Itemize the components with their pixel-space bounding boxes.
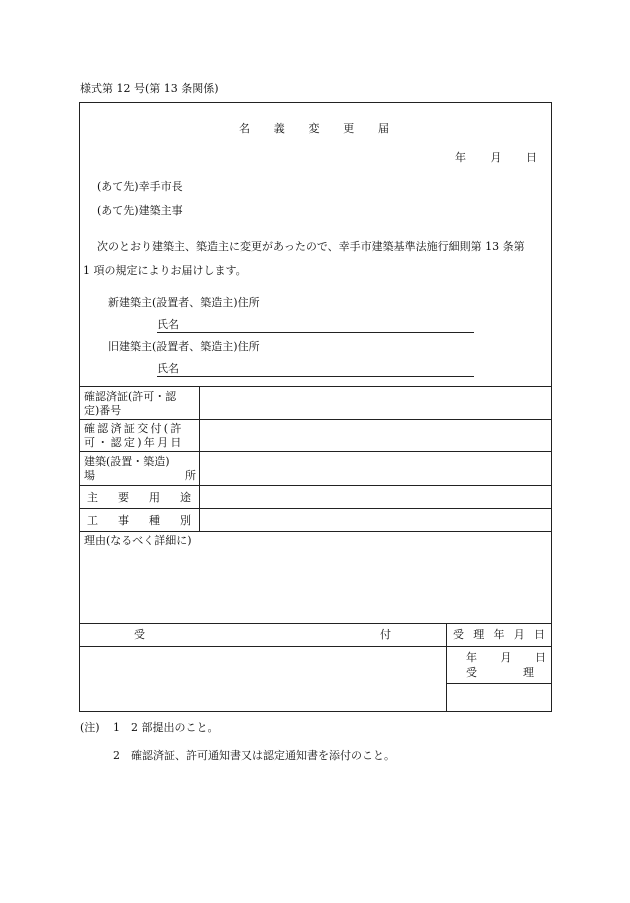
old-owner-name-label: 氏名: [157, 362, 179, 375]
body-line-1: 次のとおり建築主、築造主に変更があったので、幸手市建築基準法施行細則第 13 条第: [97, 240, 525, 253]
row-divider: [80, 419, 551, 420]
site-label-2: [84, 470, 196, 481]
form-number: 様式第 12 号(第 13 条関係): [80, 82, 219, 95]
attach-label: 付: [380, 628, 391, 641]
main-use-char: 用: [149, 491, 160, 504]
row-divider: [80, 485, 551, 486]
note-2: 2 確認済証、許可通知書又は認定通知書を添付のこと。: [113, 749, 395, 762]
row-divider: [80, 623, 551, 624]
new-owner-name-label: 氏名: [157, 318, 179, 331]
old-owner-address-label: 旧建築主(設置者、築造主)住所: [108, 340, 260, 353]
receipt-char: 理: [473, 628, 485, 641]
form-title: [239, 123, 389, 134]
main-use-char: 途: [180, 491, 191, 504]
receipt-char: 日: [534, 628, 545, 641]
work-type-char: 事: [118, 514, 129, 527]
addressee-mayor: (あて先)幸手市長: [97, 180, 183, 193]
work-type-char: 工: [87, 514, 98, 527]
title-char: 届: [378, 122, 389, 135]
receipt-divider: [446, 683, 551, 684]
receipt-date-char: 月: [500, 651, 512, 664]
date-char: 月: [490, 151, 502, 164]
row-divider: [80, 451, 551, 452]
receipt-date-header: [453, 629, 545, 640]
addressee-building-official: (あて先)建築主事: [97, 204, 183, 217]
receipt-column-divider: [446, 623, 447, 711]
receipt-char: 受: [453, 628, 464, 641]
row-divider: [80, 386, 551, 387]
reason-label: 理由(なるべく詳細に): [84, 534, 192, 547]
receipt-date-char: 年: [466, 651, 477, 664]
receive-label: 受: [134, 628, 145, 641]
work-type-label: [87, 515, 191, 526]
site-label: 建築(設置・築造): [84, 455, 170, 468]
date-line: [455, 152, 537, 163]
new-owner-name-underline: [157, 332, 474, 333]
received-line: [466, 667, 534, 678]
receipt-char: 月: [513, 628, 525, 641]
notes-label: (注): [80, 721, 100, 734]
site-char: 所: [185, 469, 196, 482]
form-box: [79, 102, 552, 712]
work-type-char: 別: [180, 514, 191, 527]
body-line-2: 1 項の規定によりお届けします。: [83, 264, 247, 277]
date-char: 年: [455, 151, 466, 164]
work-type-char: 種: [149, 514, 160, 527]
received-char: 受: [466, 666, 477, 679]
confirm-number-label-2: 定)番号: [84, 404, 122, 417]
issue-date-label: 確認済証交付(許: [84, 422, 184, 435]
main-use-char: 主: [87, 491, 98, 504]
issue-date-label-2: 可・認定)年月日: [84, 436, 184, 449]
received-char: 理: [523, 666, 534, 679]
title-char: 変: [308, 122, 320, 135]
row-divider: [80, 646, 551, 647]
row-divider: [80, 508, 551, 509]
receipt-date-line: [466, 652, 546, 663]
receipt-char: 年: [493, 628, 505, 641]
title-char: 更: [343, 122, 355, 135]
note-1: 1 2 部提出のこと。: [113, 721, 219, 734]
row-divider: [80, 531, 551, 532]
old-owner-name-underline: [157, 376, 474, 377]
receipt-date-char: 日: [535, 651, 546, 664]
date-char: 日: [526, 151, 537, 164]
title-char: 名: [239, 122, 250, 135]
label-column-divider: [199, 386, 200, 531]
site-char: 場: [84, 469, 95, 482]
title-char: 義: [273, 122, 285, 135]
confirm-number-label: 確認済証(許可・認: [84, 390, 177, 403]
new-owner-address-label: 新建築主(設置者、築造主)住所: [108, 296, 260, 309]
main-use-label: [87, 492, 191, 503]
main-use-char: 要: [118, 491, 129, 504]
